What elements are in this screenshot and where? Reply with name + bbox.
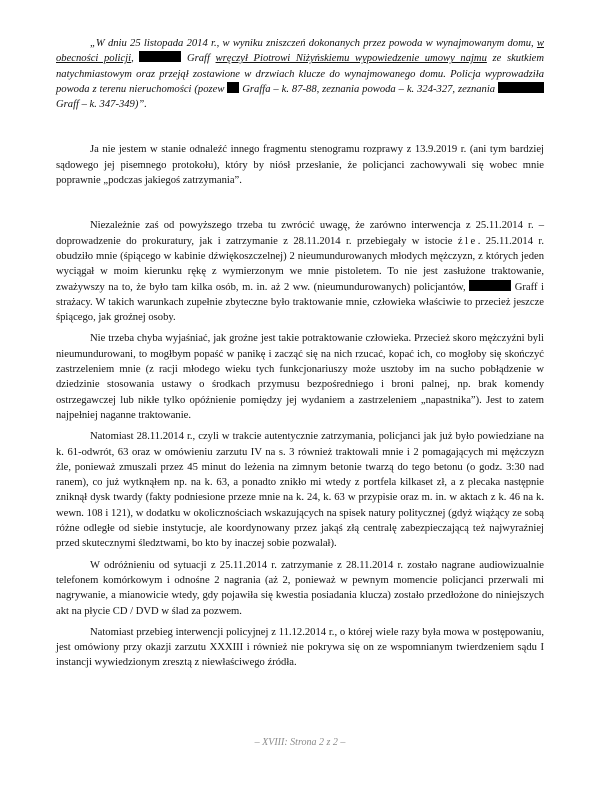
paragraph-text: Graff i strażacy. W takich warunkach zupełnie zbyteczne było traktowanie mnie, człowieka właściwie to przecież jeszcze śpiącego, jak groźnej osoby. — [56, 281, 544, 324]
quote-text: ze skutkiem natychmiastowym oraz przejął zostawione w drzwiach klucze do wynajmowanego domu. Policja wyprowadziła powoda z terenu nieruchomości (pozew — [56, 53, 545, 95]
quote-underlined-text: wręczył Piotrowi Niżyńskiemu wypowiedzenie umowy najmu — [215, 53, 487, 65]
document-body — [56, 36, 544, 671]
quoted-fragment — [56, 36, 544, 112]
redaction-block — [227, 82, 239, 93]
quote-text: Graff – k. 347-349)”. — [56, 99, 147, 111]
paragraph-text: . 25.11.2014 r. obudziło mnie (śpiącego w kabinie dźwiękoszczelnej) 2 nieumundurowanych młodych mężczyzn, z których jeden wyciągał w moim kierunku rękę z wymierzonym we mnie pistoletem. To nie jest zasłużone traktowanie, zważywszy na to, że było tam kilka osób, m. in. aż 2 ww. (nieumundurowanych) policjantów, — [56, 235, 544, 293]
quote-text: Graffa – k. 87-88, zeznania powoda – k. 324-327, zeznania — [242, 83, 498, 95]
emphasized-word: źle — [457, 235, 478, 247]
quote-text: , — [131, 53, 140, 65]
paragraph-2 — [56, 218, 544, 325]
paragraph-text: Niezależnie zaś od powyższego trzeba tu zwrócić uwagę, że zarówno interwencja z 25.11.2014 r. – doprowadzenie do prokuratury, jak i zatrzymanie z 28.11.2014 r. przebiegały w istocie — [56, 220, 544, 247]
paragraph-5: W odróżnieniu od sytuacji z 25.11.2014 r. zatrzymanie z 28.11.2014 r. zostało nagrane audiowizualnie telefonem komórkowym i odnośne 2 nagrania (aż 2, ponieważ w pewnym momencie policjanci przerwali mi nagrywanie, a mianowicie wtedy, gdy pojawiła się kwestia posiadania klucza) zostało przedłożone do niniejszych akt na płycie CD / DVD w ślad za pozwem. — [56, 559, 544, 617]
quote-text: „W dniu 25 listopada 2014 r., w wyniku zniszczeń dokonanych przez powoda w wynajmowanym domu, — [90, 38, 537, 49]
page-footer: – XVIII: Strona 2 z 2 – — [254, 737, 346, 748]
paragraph-3: Nie trzeba chyba wyjaśniać, jak groźne jest takie potraktowanie człowieka. Przecież skoro mężczyźni byli nieumundurowani, to mogłbym popaść w panikę i zacząć się na nich rzucać, kopać ich, co mogłoby się skończyć zastrzeleniem mnie (z racji młodego wieku tych funkcjonariuszy może usztoby im na sucho pobłądzenie w dziedzinie stosowania ustawy o środkach przymusu bezpośredniego i broni palnej, np. brak komendy ostrzegawczej lub nikłe tylko opóźnienie pomiędzy jej wydaniem a zastrzeleniem „napastnika”). Jest to zatem najpełniej naganne traktowanie. — [56, 333, 544, 421]
redaction-block — [139, 51, 181, 62]
quote-text: Graff — [181, 53, 216, 65]
redaction-block — [469, 280, 511, 291]
paragraph-1: Ja nie jestem w stanie odnaleźć innego fragmentu stenogramu rozprawy z 13.9.2019 r. (ani tym bardziej sądowego jej pisemnego protokołu), który by niósł przesłanie, że policjanci zachowywali się wobec mnie poprawnie „podczas jakiegoś zatrzymania”. — [56, 144, 544, 187]
quote-underlined-text: w obecności policji — [56, 38, 544, 65]
paragraph-4: Natomiast 28.11.2014 r., czyli w trakcie autentycznie zatrzymania, policjanci jak już było powiedziane na k. 61-odwrót, 63 oraz w omówieniu zarzutu IV na s. 3 również traktowali mnie i 2 pomagających mi mężczyzn źle, ponieważ zmuszali przez 45 minut do leżenia na zimnym betonie twarzą do tego betonu (o godz. 3:30 nad ranem), co już wytknąłem np. na k. 63, a ponadto znikło mi wtedy z portfela kilkaset zł, a z plecaka następnie zniknął dysk twardy (fakty podniesione przeze mnie na k. 24, k. 63 w przypisie oraz m. in. w aktach z k. 46 na k. wewn. 108 i 121), w dodatku w okolicznościach wskazujących na spisek natury politycznej (gdyż wiążący ze sobą różne odległe od siebie instytucje, ale koordynowany przez jakąś złą centralę zabezpieczającą też najwyraźniej przed skutecznymi śledztwami, bo kto by inaczej sobie pozwalał). — [56, 431, 544, 550]
paragraph-6: Natomiast przebieg interwencji policyjnej z 11.12.2014 r., o której wiele razy była mowa w postępowaniu, jest omówiony przy okazji zarzutu XXXIII i również nie pokrywa się on ze wspomnianym twierdzeniem sądu I instancji wywiedzionym zresztą z niewłaściwego źródła. — [56, 626, 544, 669]
redaction-block — [498, 82, 544, 93]
